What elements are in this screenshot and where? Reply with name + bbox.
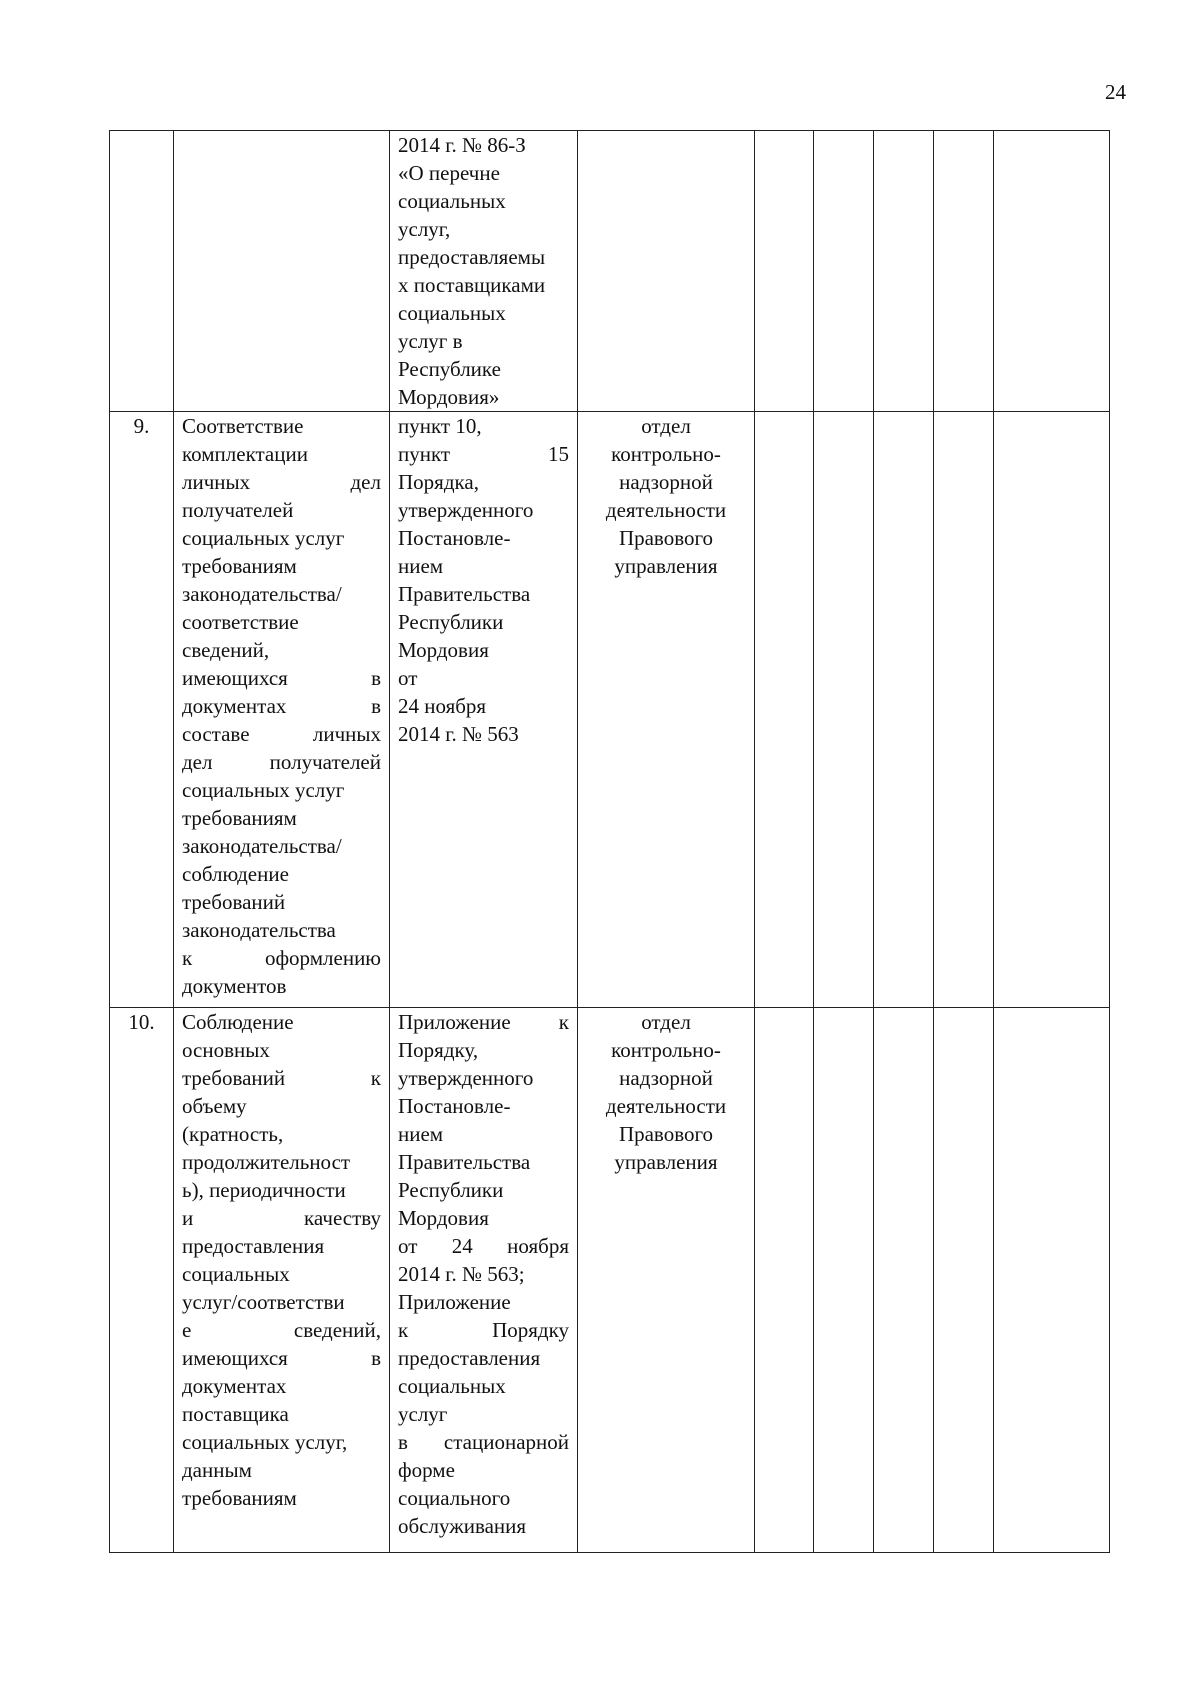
cell-line: документах (182, 1374, 287, 1398)
cell-line: основных (182, 1038, 270, 1062)
cell-line: Республики (398, 1178, 504, 1202)
cell-line: Постановле- (398, 526, 511, 550)
empty-cell (814, 131, 874, 412)
cell-line: отдел (641, 414, 691, 438)
cell-line: законодательства (182, 918, 336, 942)
legal-basis-cell (390, 1008, 578, 1553)
legal-basis-cell (390, 412, 578, 1008)
cell-line: пункт 15 (398, 442, 569, 466)
cell-line: управления (614, 554, 718, 578)
requirement-cell (174, 131, 390, 412)
cell-line: требованиям (182, 554, 297, 578)
cell-line: контрольно- (611, 1038, 721, 1062)
department-cell (578, 412, 755, 1008)
controls-table (109, 130, 1110, 1553)
row-number-cell: 10. (110, 1008, 174, 1553)
cell-line: нием (398, 554, 444, 578)
empty-cell (994, 1008, 1110, 1553)
cell-line: к Порядку (398, 1318, 569, 1342)
empty-cell (755, 131, 814, 412)
cell-line: данным (182, 1458, 252, 1482)
cell-line: личных дел (182, 470, 381, 494)
cell-line: соответствие (182, 610, 299, 634)
cell-line: Правительства (398, 1150, 531, 1174)
cell-line: Мордовия (398, 638, 489, 662)
empty-cell (874, 1008, 934, 1553)
cell-line: получателей (182, 498, 294, 522)
cell-line: социальных (398, 301, 506, 325)
department-cell (578, 1008, 755, 1553)
cell-line: Правового (618, 1122, 714, 1146)
cell-line: социальных (398, 189, 506, 213)
cell-line: продолжительност (182, 1150, 351, 1174)
empty-cell (874, 412, 934, 1008)
cell-line: от 24 ноября (398, 1234, 569, 1258)
table-row (110, 412, 1110, 1008)
cell-line: Соблюдение (182, 1010, 294, 1034)
cell-line: надзорной (619, 1066, 713, 1090)
cell-line: комплектации (182, 442, 308, 466)
cell-line: Республике (398, 357, 501, 381)
empty-cell (934, 131, 994, 412)
cell-line: 2014 г. № 563 (398, 722, 519, 746)
page-number: 24 (1105, 80, 1126, 104)
cell-line: документах в (182, 694, 381, 718)
cell-line: сведений, (182, 638, 270, 662)
cell-line: требованиям (182, 806, 297, 830)
cell-line: е сведений, (182, 1318, 381, 1342)
cell-line: документов (182, 974, 287, 998)
cell-line: предоставления (182, 1234, 325, 1258)
cell-line: имеющихся в (182, 666, 381, 690)
cell-line: деятельности (605, 498, 727, 522)
cell-line: социальных (182, 1262, 290, 1286)
cell-line: обслуживания (398, 1514, 527, 1538)
empty-cell (994, 412, 1110, 1008)
requirement-cell (174, 412, 390, 1008)
cell-line: требованиям (182, 1486, 297, 1510)
cell-line: 2014 г. № 563; (398, 1262, 525, 1286)
cell-line: утвержденного (398, 1066, 534, 1090)
cell-line: нием (398, 1122, 444, 1146)
cell-line: контрольно- (611, 442, 721, 466)
cell-line: Мордовия (398, 1206, 489, 1230)
cell-line: требований к (182, 1066, 381, 1090)
cell-line: управления (614, 1150, 718, 1174)
cell-line: отдел (641, 1010, 691, 1034)
empty-cell (994, 131, 1110, 412)
cell-line: Порядку, (398, 1038, 479, 1062)
cell-line: составе личных (182, 722, 381, 746)
empty-cell (934, 412, 994, 1008)
cell-line: законодательства/ (182, 834, 342, 858)
cell-line: поставщика (182, 1402, 289, 1426)
cell-line: объему (182, 1094, 247, 1118)
cell-line: Приложение (398, 1290, 511, 1314)
cell-line: и качеству (182, 1206, 381, 1230)
row-number-cell: 9. (110, 412, 174, 1008)
cell-line: законодательства/ (182, 582, 342, 606)
cell-line: 24 ноября (398, 694, 487, 718)
cell-line: ь), периодичности (182, 1178, 346, 1202)
empty-cell (814, 412, 874, 1008)
cell-line: Постановле- (398, 1094, 511, 1118)
cell-line: утвержденного (398, 498, 534, 522)
cell-line: (кратность, (182, 1122, 284, 1146)
empty-cell (755, 1008, 814, 1553)
department-cell (578, 131, 755, 412)
cell-line: предоставления (398, 1346, 541, 1370)
cell-line: соблюдение (182, 862, 289, 886)
cell-line: х поставщиками (398, 273, 546, 297)
cell-line: Правительства (398, 582, 531, 606)
empty-cell (934, 1008, 994, 1553)
cell-line: Республики (398, 610, 504, 634)
table-row (110, 131, 1110, 412)
cell-line: к оформлению (182, 946, 381, 970)
table-row (110, 1008, 1110, 1553)
row-number-cell (110, 131, 174, 412)
empty-cell (755, 412, 814, 1008)
cell-line: услуг, (398, 217, 451, 241)
cell-line: социальных услуг, (182, 1430, 348, 1454)
cell-line: Порядка, (398, 470, 479, 494)
cell-line: услуг/соответстви (182, 1290, 345, 1314)
cell-line: социальных услуг (182, 778, 345, 802)
cell-line: «О перечне (398, 161, 500, 185)
cell-line: пункт 10, (398, 414, 482, 438)
cell-line: социальных (398, 1374, 506, 1398)
cell-line: услуг в (398, 329, 463, 353)
cell-line: Правового (618, 526, 714, 550)
cell-line: социального (398, 1486, 511, 1510)
cell-line: надзорной (619, 470, 713, 494)
cell-line: Мордовия» (398, 385, 500, 409)
cell-line: дел получателей (182, 750, 381, 774)
cell-line: услуг (398, 1402, 448, 1426)
legal-basis-cell (390, 131, 578, 412)
empty-cell (874, 131, 934, 412)
cell-line: Приложение к (398, 1010, 569, 1034)
cell-line: деятельности (605, 1094, 727, 1118)
cell-line: 2014 г. № 86-З (398, 133, 526, 157)
cell-line: форме (398, 1458, 455, 1482)
cell-line: социальных услуг (182, 526, 345, 550)
cell-line: в стационарной (398, 1430, 569, 1454)
cell-line: от (398, 666, 418, 690)
cell-line: предоставляемы (398, 245, 546, 269)
empty-cell (814, 1008, 874, 1553)
cell-line: имеющихся в (182, 1346, 381, 1370)
requirement-cell (174, 1008, 390, 1553)
cell-line: требований (182, 890, 286, 914)
cell-line: Соответствие (182, 414, 304, 438)
